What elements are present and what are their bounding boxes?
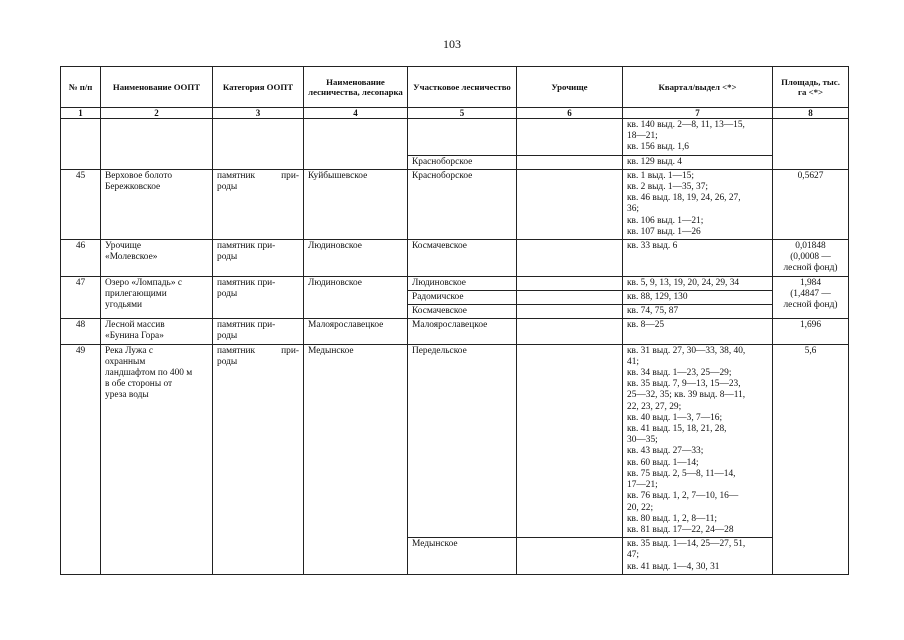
table-row	[61, 276, 849, 290]
cell-category	[213, 276, 304, 319]
cell-category	[213, 344, 304, 574]
cell-num: 47	[61, 276, 101, 319]
table-row	[61, 119, 849, 156]
cell-area: 5,6	[773, 344, 849, 574]
cell-forestry: Медынское	[304, 344, 408, 574]
cell-quarter	[623, 119, 773, 156]
category-line: памятник при-	[217, 170, 299, 181]
cell-quarter: кв. 33 выд. 6	[623, 240, 773, 277]
header-quarter: Квартал/выдел <*>	[623, 67, 773, 108]
cell-area: 0,5627	[773, 169, 849, 239]
cell-area: 1,696	[773, 319, 849, 344]
quarter-line: 17—21;	[627, 480, 658, 491]
name-line: Верховое болото	[105, 170, 173, 181]
page-number: 103	[443, 37, 461, 51]
cell-tract	[517, 319, 623, 344]
cell-district: Космачевское	[408, 305, 517, 319]
cell-district	[408, 119, 517, 156]
name-line: Урочище	[105, 241, 142, 252]
name-line: уреза воды	[105, 390, 149, 401]
cell-area	[773, 119, 849, 170]
quarter-line: кв. 106 выд. 1—21;	[627, 215, 704, 226]
cell-area	[773, 276, 849, 319]
cell-category	[213, 119, 304, 170]
category-line: памятник при-	[217, 345, 299, 356]
quarter-line: кв. 31 выд. 27, 30—33, 38, 40,	[627, 345, 746, 356]
cell-forestry: Людиновское	[304, 240, 408, 277]
name-line: Лесной массив	[105, 320, 165, 331]
cell-quarter: кв. 74, 75, 87	[623, 305, 773, 319]
table-row	[61, 240, 849, 277]
table-header-row	[61, 67, 849, 108]
cell-name	[101, 169, 213, 239]
quarter-line: 18—21;	[627, 131, 658, 142]
cell-quarter: кв. 129 выд. 4	[623, 155, 773, 169]
cell-tract	[517, 344, 623, 537]
area-line: 1,984	[799, 277, 822, 288]
cell-name	[101, 119, 213, 170]
name-line: угодьями	[105, 300, 143, 311]
area-line: лесной фонд)	[783, 263, 838, 274]
cell-quarter	[623, 169, 773, 239]
quarter-line: кв. 60 выд. 1—14;	[627, 457, 699, 468]
cell-district: Медынское	[408, 538, 517, 575]
col-number: 4	[304, 108, 408, 119]
category-line: памятник при-	[217, 320, 276, 331]
header-area: Площадь, тыс. га <*>	[773, 67, 849, 108]
quarter-line: кв. 76 выд. 1, 2, 7—10, 16—	[627, 491, 739, 502]
col-number: 3	[213, 108, 304, 119]
cell-name	[101, 240, 213, 277]
cell-num	[61, 119, 101, 170]
header-forestry: Наименование лесничества, лесопарка	[304, 67, 408, 108]
cell-tract	[517, 538, 623, 575]
quarter-line: кв. 2 выд. 1—35, 37;	[627, 182, 708, 193]
quarter-line: кв. 35 выд. 1—14, 25—27, 51,	[627, 539, 746, 550]
cell-category	[213, 169, 304, 239]
cell-district: Передельское	[408, 344, 517, 537]
protected-areas-table	[60, 66, 849, 575]
quarter-line: 47;	[627, 550, 639, 561]
cell-district: Красноборское	[408, 169, 517, 239]
category-line: роды	[217, 252, 238, 263]
table-row	[61, 169, 849, 239]
quarter-line: 22, 23, 27, 29;	[627, 401, 682, 412]
cell-forestry: Куйбышевское	[304, 169, 408, 239]
cell-name	[101, 276, 213, 319]
cell-num: 49	[61, 344, 101, 574]
cell-num: 48	[61, 319, 101, 344]
cell-category	[213, 319, 304, 344]
cell-quarter: кв. 8—25	[623, 319, 773, 344]
table-row	[61, 344, 849, 537]
name-line: Бережковское	[105, 182, 161, 193]
cell-forestry	[304, 119, 408, 170]
cell-num: 45	[61, 169, 101, 239]
category-line: роды	[217, 356, 238, 367]
cell-quarter: кв. 88, 129, 130	[623, 290, 773, 304]
table-row	[61, 319, 849, 344]
area-line: 0,01848	[795, 241, 826, 252]
cell-tract	[517, 290, 623, 304]
header-name: Наименование ООПТ	[101, 67, 213, 108]
quarter-line: 20, 22;	[627, 502, 654, 513]
area-line: лесной фонд)	[783, 300, 838, 311]
area-line: (0,0008 —	[790, 252, 831, 263]
area-line: (1,4847 —	[790, 288, 831, 299]
category-line: роды	[217, 288, 238, 299]
header-category: Категория ООПТ	[213, 67, 304, 108]
quarter-line: кв. 80 выд. 1, 2, 8—11;	[627, 513, 718, 524]
name-line: охранным	[105, 356, 146, 367]
quarter-line: кв. 140 выд. 2—8, 11, 13—15,	[627, 120, 745, 130]
quarter-line: кв. 1 выд. 1—15;	[627, 170, 694, 181]
quarter-line: 41;	[627, 356, 639, 367]
name-line: Озеро «Ломпадь» с	[105, 277, 183, 288]
cell-tract	[517, 119, 623, 156]
quarter-line: кв. 107 выд. 1—26	[627, 226, 701, 237]
cell-quarter	[623, 344, 773, 537]
cell-quarter	[623, 538, 773, 575]
category-line: роды	[217, 331, 238, 342]
category-line: памятник при-	[217, 241, 276, 252]
quarter-line: кв. 75 выд. 2, 5—8, 11—14,	[627, 468, 736, 479]
col-number: 5	[408, 108, 517, 119]
quarter-line: 30—35;	[627, 435, 658, 446]
column-number-row	[61, 108, 849, 119]
cell-tract	[517, 276, 623, 290]
name-line: «Бунина Гора»	[105, 331, 164, 342]
cell-quarter: кв. 5, 9, 13, 19, 20, 24, 29, 34	[623, 276, 773, 290]
cell-tract	[517, 240, 623, 277]
quarter-line: кв. 156 выд. 1,6	[627, 142, 689, 153]
cell-tract	[517, 169, 623, 239]
name-line: прилегающими	[105, 288, 167, 299]
cell-tract	[517, 155, 623, 169]
quarter-line: 36;	[627, 204, 639, 215]
cell-district: Красноборское	[408, 155, 517, 169]
cell-district: Радомичское	[408, 290, 517, 304]
col-number: 7	[623, 108, 773, 119]
header-num: № п/п	[61, 67, 101, 108]
quarter-line: кв. 41 выд. 1—4, 30, 31	[627, 561, 720, 572]
category-line: роды	[217, 182, 238, 193]
col-number: 6	[517, 108, 623, 119]
col-number: 2	[101, 108, 213, 119]
cell-district: Малоярославецкое	[408, 319, 517, 344]
name-line: Река Лужа с	[105, 345, 154, 356]
quarter-line: кв. 34 выд. 1—23, 25—29;	[627, 368, 732, 379]
quarter-line: кв. 81 выд. 17—22, 24—28	[627, 524, 734, 535]
cell-forestry: Малоярославецкое	[304, 319, 408, 344]
cell-category	[213, 240, 304, 277]
cell-num: 46	[61, 240, 101, 277]
category-line: памятник при-	[217, 277, 276, 288]
name-line: «Молевское»	[105, 252, 158, 263]
name-line: в обе стороны от	[105, 379, 173, 390]
col-number: 8	[773, 108, 849, 119]
cell-tract	[517, 305, 623, 319]
cell-name	[101, 319, 213, 344]
cell-name	[101, 344, 213, 574]
quarter-line: кв. 40 выд. 1—3, 7—16;	[627, 412, 723, 423]
cell-forestry: Людиновское	[304, 276, 408, 319]
quarter-line: кв. 41 выд. 15, 18, 21, 28,	[627, 424, 727, 435]
header-tract: Урочище	[517, 67, 623, 108]
cell-area	[773, 240, 849, 277]
cell-district: Людиновское	[408, 276, 517, 290]
quarter-line: кв. 43 выд. 27—33;	[627, 446, 704, 457]
quarter-line: 25—32, 35; кв. 39 выд. 8—11,	[627, 390, 746, 401]
quarter-line: кв. 46 выд. 18, 19, 24, 26, 27,	[627, 193, 741, 204]
quarter-line: кв. 35 выд. 7, 9—13, 15—23,	[627, 379, 741, 390]
col-number: 1	[61, 108, 101, 119]
name-line: ландшафтом по 400 м	[105, 368, 193, 379]
header-district-forestry: Участковое лесничество	[408, 67, 517, 108]
cell-district: Космачевское	[408, 240, 517, 277]
